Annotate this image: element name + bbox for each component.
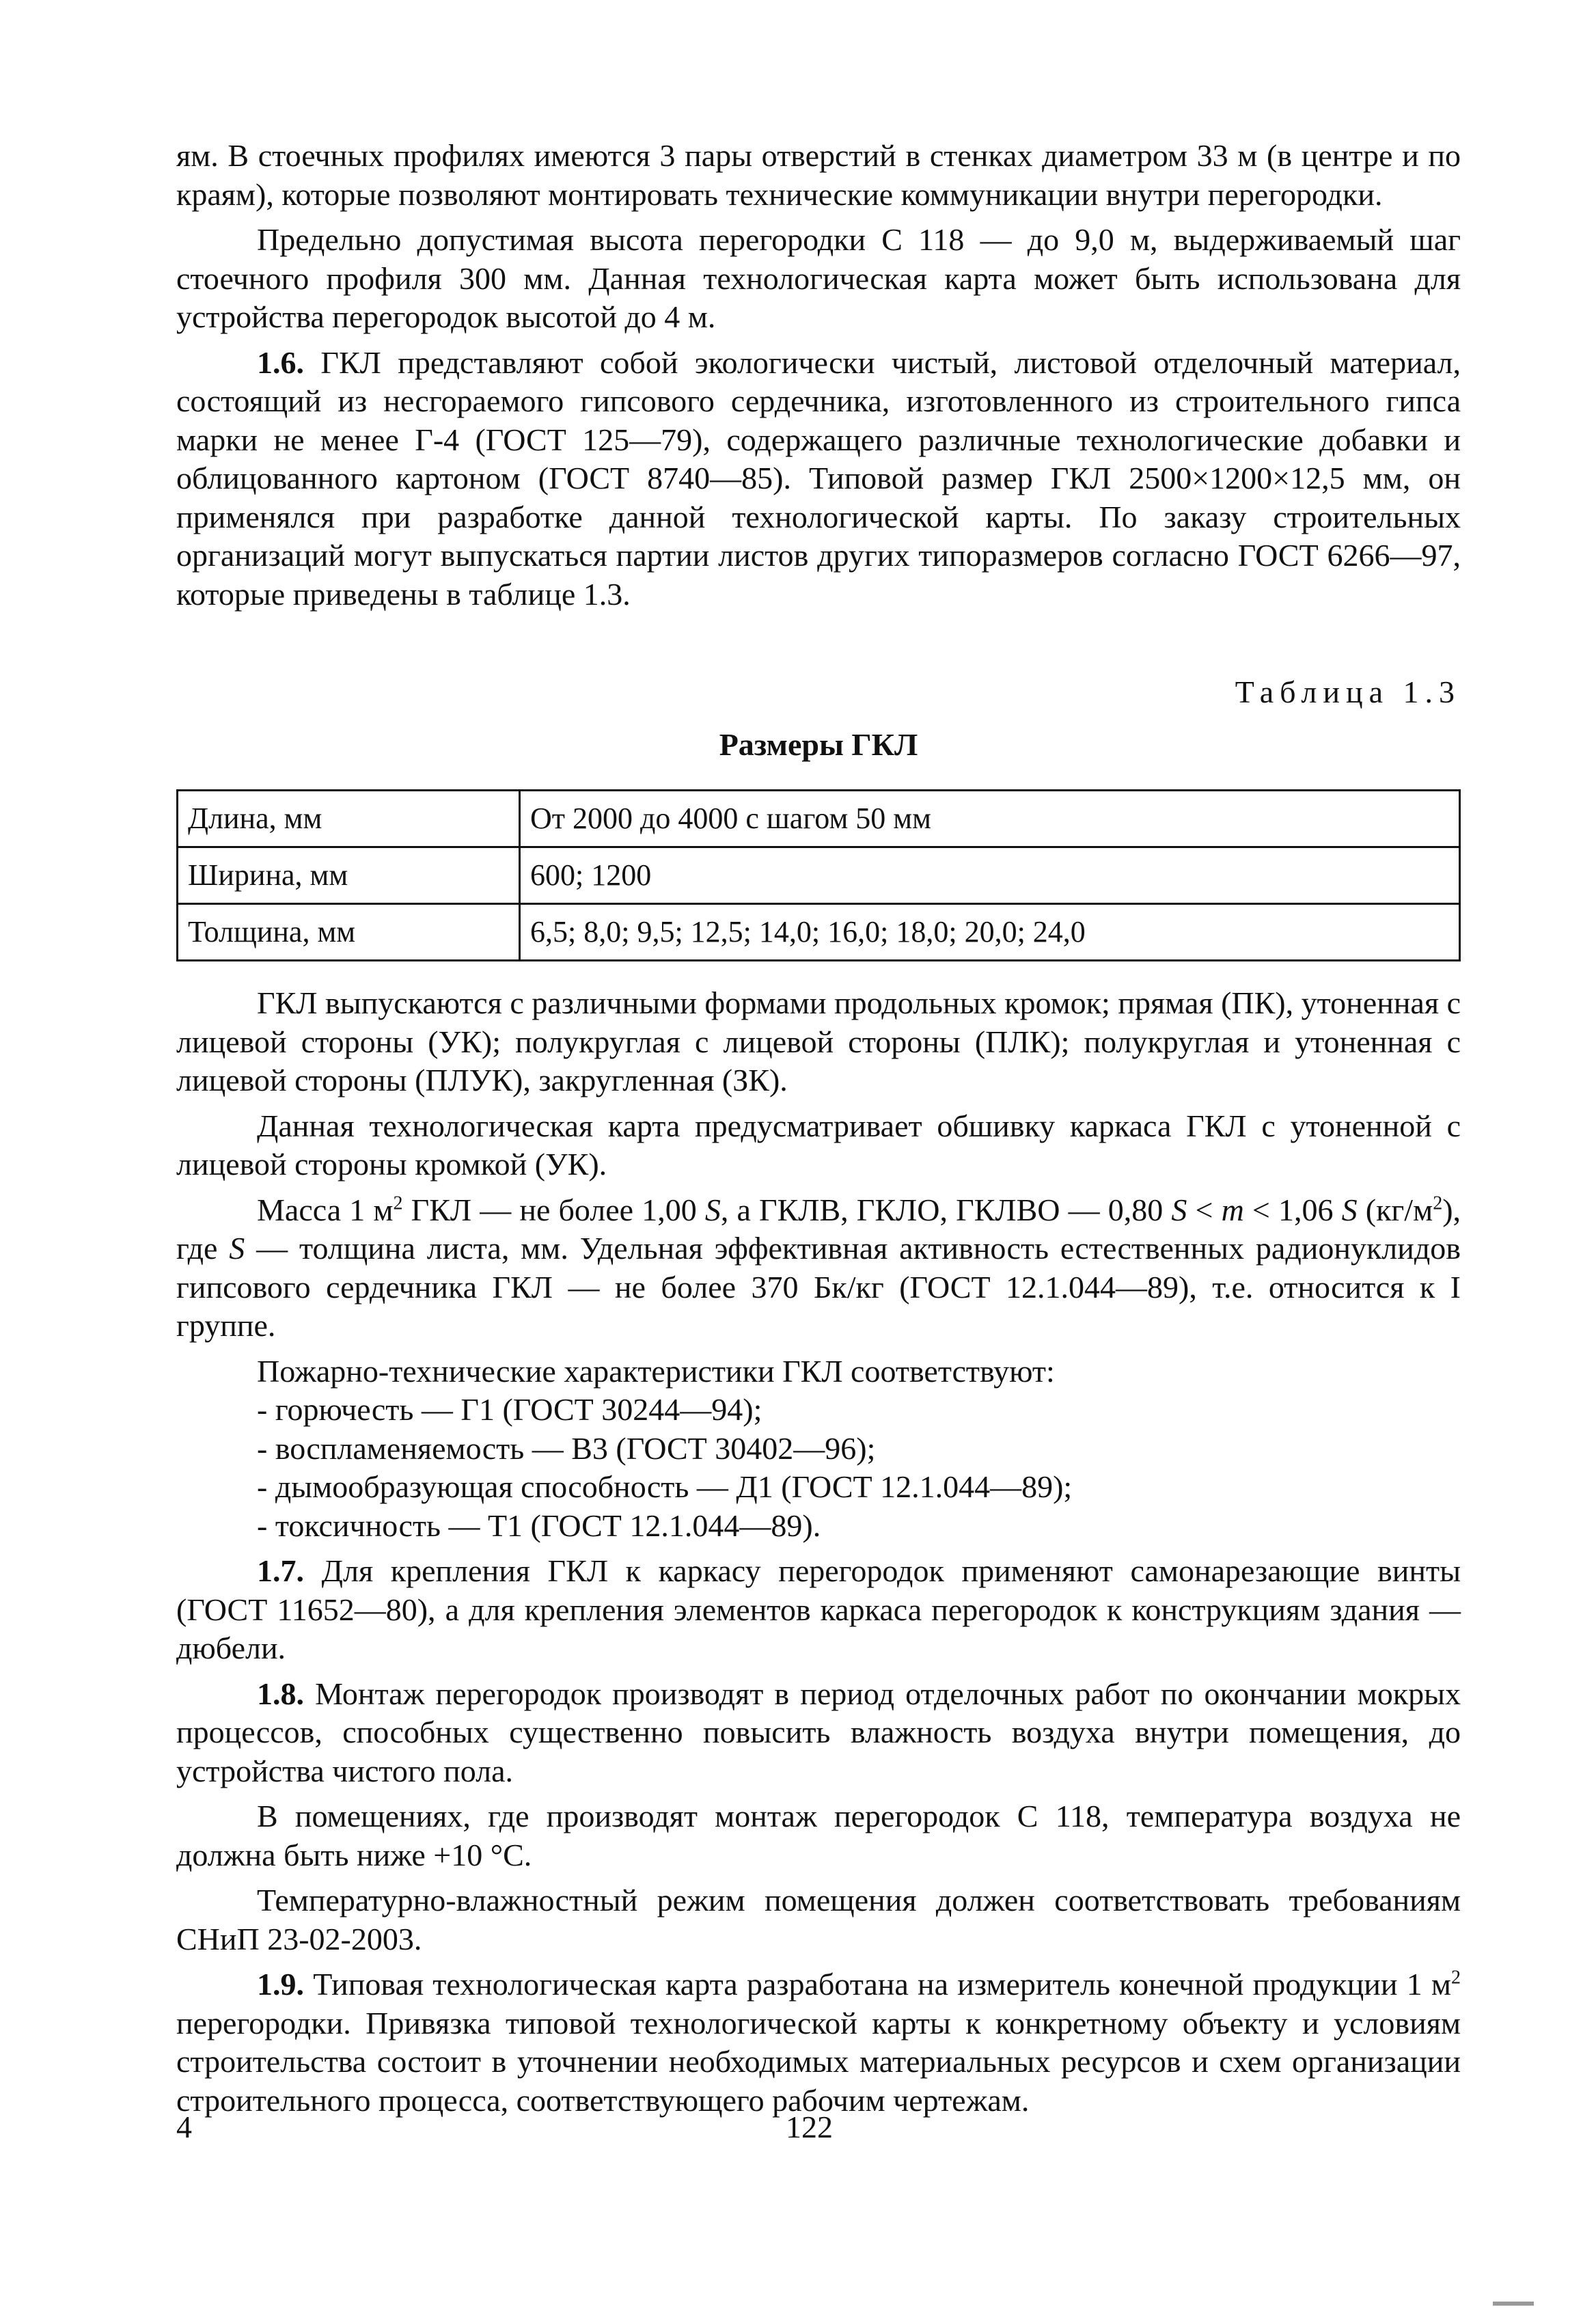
list-item: - горючесть — Г1 (ГОСТ 30244—94);	[257, 1392, 762, 1427]
section-number-1-9: 1.9.	[257, 1967, 304, 2002]
mass-text-e: < 1,06	[1243, 1192, 1342, 1227]
section-number-1-8: 1.8.	[257, 1676, 304, 1711]
mass-text-h: — толщина листа, мм. Удельная эффективная активность естественных радионуклидов гипсового сердечника ГКЛ — не более 370 Бк/кг (ГОСТ 12.1.044—89), т.е. относится к I группе.	[176, 1231, 1461, 1343]
paragraph-1-6-text: ГКЛ представляют собой экологически чистый, листовой отделочный материал, состоящий из несгораемого гипсового сердечника, изготовленного из строительного гипса марки не менее Г-4 (ГОСТ 125—79), содержащего различные технологические добавки и облицованного картоном (ГОСТ 8740—85). Типовой размер ГКЛ 2500×1200×12,5 мм, он применялся при разработке данной технологической карты. По заказу строительных организаций могут выпускаться партии листов других типоразмеров согласно ГОСТ 6266—97, которые приведены в таблице 1.3.	[176, 344, 1461, 612]
section-number-1-7: 1.7.	[257, 1553, 304, 1588]
sizes-table	[176, 789, 1461, 961]
paragraph-edges: ГКЛ выпускаются с различными формами продольных кромок; прямая (ПК), утоненная с лицевой стороны (УК); полукруглая с лицевой стороны (ПЛК); полукруглая и утоненная с лицевой стороны (ПЛУК), закругленная (ЗК).	[176, 985, 1461, 1097]
scan-edge-mark	[1493, 2302, 1534, 2306]
symbol-m: m	[1221, 1192, 1244, 1227]
paragraph-height-limit: Предельно допустимая высота перегородки С 118 — до 9,0 м, выдерживаемый шаг стоечного профиля 300 мм. Данная технологическая карта может быть использована для устройства перегородок высотой до 4 м.	[176, 222, 1461, 334]
superscript: 2	[393, 1192, 403, 1214]
top-text-block	[176, 137, 1461, 614]
paragraph-1-9-text-a: Типовая технологическая карта разработана на измеритель конечной продукции 1 м	[304, 1967, 1451, 2002]
list-item: - воспламеняемость — В3 (ГОСТ 30402—96);	[257, 1430, 876, 1466]
paragraph-1-7-text: Для крепления ГКЛ к каркасу перегородок применяют самонарезающие винты (ГОСТ 11652—80), а для крепления элементов каркаса перегородок к конструкциям здания — дюбели.	[176, 1553, 1461, 1665]
paragraph-1-7	[176, 1552, 1461, 1668]
section-number-1-6: 1.6.	[257, 344, 304, 380]
table-caption: Таблица 1.3	[1235, 674, 1461, 709]
paragraph-continuation: ям. В стоечных профилях имеются 3 пары отверстий в стенках диаметром 33 м (в центре и по краям), которые позволяют монтировать технические коммуникации внутри перегородки.	[176, 138, 1461, 212]
paragraph-1-8-text: Монтаж перегородок производят в период отделочных работ по окончании мокрых процессов, способных существенно повысить влажность воздуха внутри помещения, до устройства чистого пола.	[176, 1676, 1461, 1788]
symbol-s: S	[1171, 1192, 1187, 1227]
symbol-s: S	[229, 1231, 245, 1266]
paragraph-1-8	[176, 1675, 1461, 1791]
table-cell-label: Ширина, мм	[178, 847, 520, 904]
paragraph-sheathing: Данная технологическая карта предусматривает обшивку каркаса ГКЛ с утоненной с лицевой стороны кромкой (УК).	[176, 1108, 1461, 1182]
table-cell-label: Длина, мм	[178, 791, 520, 847]
mass-text-f: (кг/м	[1357, 1192, 1433, 1227]
bottom-text-block	[176, 984, 1461, 2120]
list-item: - дымообразующая способность — Д1 (ГОСТ 12.1.044—89);	[257, 1469, 1073, 1504]
table-row	[178, 847, 1460, 904]
mass-text-d: <	[1187, 1192, 1222, 1227]
paragraph-1-9-text-b: перегородки. Привязка типовой технологической карты к конкретному объекту и условиям строительства состоит в уточнении необходимых материальных ресурсов и схем организации строительного процесса, соответствующего рабочим чертежам.	[176, 2005, 1461, 2118]
paragraph-1-9	[176, 1965, 1461, 2120]
table-cell-label: Толщина, мм	[178, 904, 520, 961]
superscript: 2	[1451, 1967, 1461, 1989]
list-item: - токсичность — Т1 (ГОСТ 12.1.044—89).	[257, 1507, 821, 1543]
paragraph-temperature: В помещениях, где производят монтаж перегородок С 118, температура воздуха не должна быть ниже +10 °С.	[176, 1799, 1461, 1872]
mass-text-g: ), где	[176, 1192, 1461, 1266]
table-title: Размеры ГКЛ	[719, 727, 918, 762]
superscript: 2	[1433, 1192, 1443, 1214]
symbol-s: S	[1341, 1192, 1358, 1227]
mass-text-a: Масса 1 м	[257, 1192, 394, 1227]
table-cell-value: 600; 1200	[520, 847, 1460, 904]
symbol-s: S	[704, 1192, 721, 1227]
paragraph-mass	[176, 1191, 1461, 1346]
table-row	[178, 791, 1460, 847]
mass-text-c: , а ГКЛВ, ГКЛО, ГКЛВО — 0,80	[720, 1192, 1172, 1227]
paragraph-1-6	[176, 344, 1461, 614]
table-row	[178, 904, 1460, 961]
table-cell-value: От 2000 до 4000 с шагом 50 мм	[520, 791, 1460, 847]
footer-left-number: 4	[176, 2110, 192, 2144]
paragraph-fire-intro: Пожарно-технические характеристики ГКЛ соответствуют:	[257, 1353, 1055, 1389]
page-number: 122	[786, 2110, 833, 2144]
mass-text-b: ГКЛ — не более 1,00	[402, 1192, 705, 1227]
table-cell-value: 6,5; 8,0; 9,5; 12,5; 14,0; 16,0; 18,0; 20,0; 24,0	[520, 904, 1460, 961]
paragraph-humidity: Температурно-влажностный режим помещения должен соответствовать требованиям СНиП 23-02-2003.	[176, 1883, 1461, 1956]
